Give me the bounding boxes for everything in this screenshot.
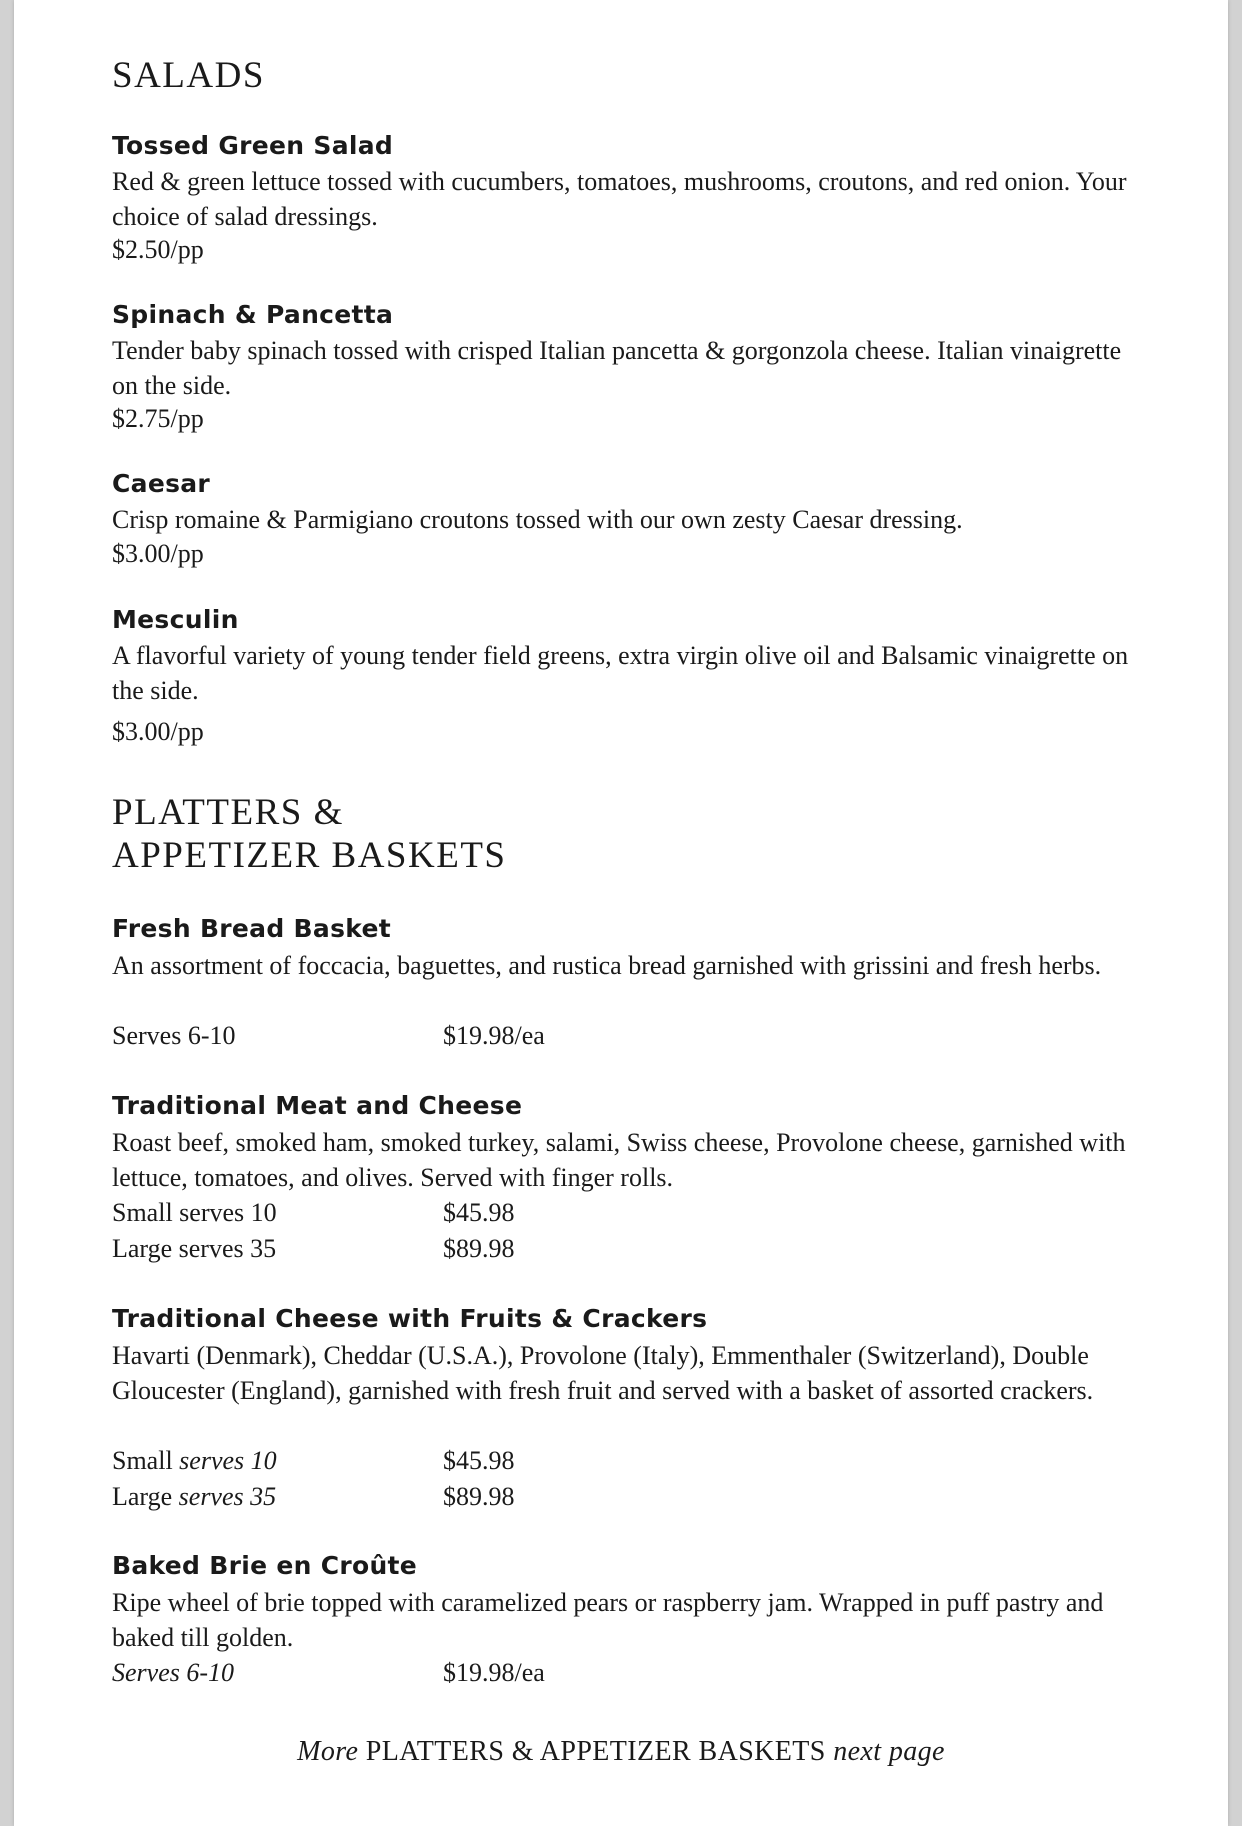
item-title: Baked Brie en Croûte xyxy=(112,1551,418,1580)
size-label: Small xyxy=(112,1446,173,1475)
item-title: Caesar xyxy=(112,469,211,498)
platters-heading-line2: APPETIZER BASKETS xyxy=(112,835,507,876)
platters-heading-line1: PLATTERS & xyxy=(112,792,344,833)
serving-size xyxy=(112,1479,276,1514)
item-description: A flavorful variety of young tender field greens, extra virgin olive oil and Balsamic vinaigrette on the side. xyxy=(112,641,1129,705)
continued-note xyxy=(14,1736,1228,1768)
item-price: $89.98 xyxy=(443,1234,515,1263)
footer-section: PLATTERS & APPETIZER BASKETS xyxy=(365,1736,826,1767)
serves-label: serves 35 xyxy=(178,1482,277,1511)
item-description: Crisp romaine & Parmigiano croutons tossed with our own zesty Caesar dressing. xyxy=(112,505,963,534)
footer-next-page: next page xyxy=(833,1736,945,1767)
item-description: Havarti (Denmark), Cheddar (U.S.A.), Provolone (Italy), Emmenthaler (Switzerland), Double Gloucester (England), garnished with fresh fruit and served with a basket of assorted crackers. xyxy=(112,1341,1094,1405)
menu-page xyxy=(14,0,1228,1826)
salads-heading: SALADS xyxy=(112,55,265,96)
item-title: Traditional Cheese with Fruits & Crackers xyxy=(112,1304,708,1333)
serving-size: Serves 6-10 xyxy=(112,1021,236,1050)
item-description: An assortment of foccacia, baguettes, and rustica bread garnished with grissini and fresh herbs. xyxy=(112,951,1102,980)
item-price: $45.98 xyxy=(443,1198,515,1227)
serving-size xyxy=(112,1443,277,1478)
item-price: $2.50/pp xyxy=(112,235,204,264)
item-title: Tossed Green Salad xyxy=(112,131,394,160)
serves-label: serves 10 xyxy=(179,1446,277,1475)
item-title: Spinach & Pancetta xyxy=(112,300,394,329)
item-description: Red & green lettuce tossed with cucumbers, tomatoes, mushrooms, croutons, and red onion. Your choice of salad dressings. xyxy=(112,167,1127,231)
item-price: $89.98 xyxy=(443,1482,515,1511)
item-price: $3.00/pp xyxy=(112,539,204,568)
serving-size: Large serves 35 xyxy=(112,1234,277,1263)
item-description: Roast beef, smoked ham, smoked turkey, salami, Swiss cheese, Provolone cheese, garnished with lettuce, tomatoes, and olives. Served with finger rolls. xyxy=(112,1128,1126,1192)
item-title: Fresh Bread Basket xyxy=(112,914,392,943)
size-label: Large xyxy=(112,1482,173,1511)
item-title: Traditional Meat and Cheese xyxy=(112,1091,523,1120)
footer-more: More xyxy=(297,1736,359,1767)
item-description: Ripe wheel of brie topped with caramelized pears or raspberry jam. Wrapped in puff pastry and baked till golden. xyxy=(112,1588,1104,1652)
item-price: $2.75/pp xyxy=(112,404,204,433)
item-price: $19.98/ea xyxy=(443,1021,545,1050)
item-price: $45.98 xyxy=(443,1446,515,1475)
item-description: Tender baby spinach tossed with crisped Italian pancetta & gorgonzola cheese. Italian vinaigrette on the side. xyxy=(112,336,1122,400)
item-price: $19.98/ea xyxy=(443,1658,545,1687)
serving-size: Small serves 10 xyxy=(112,1198,277,1227)
item-title: Mesculin xyxy=(112,605,239,634)
item-price: $3.00/pp xyxy=(112,717,204,746)
serving-size: Serves 6-10 xyxy=(112,1658,235,1687)
